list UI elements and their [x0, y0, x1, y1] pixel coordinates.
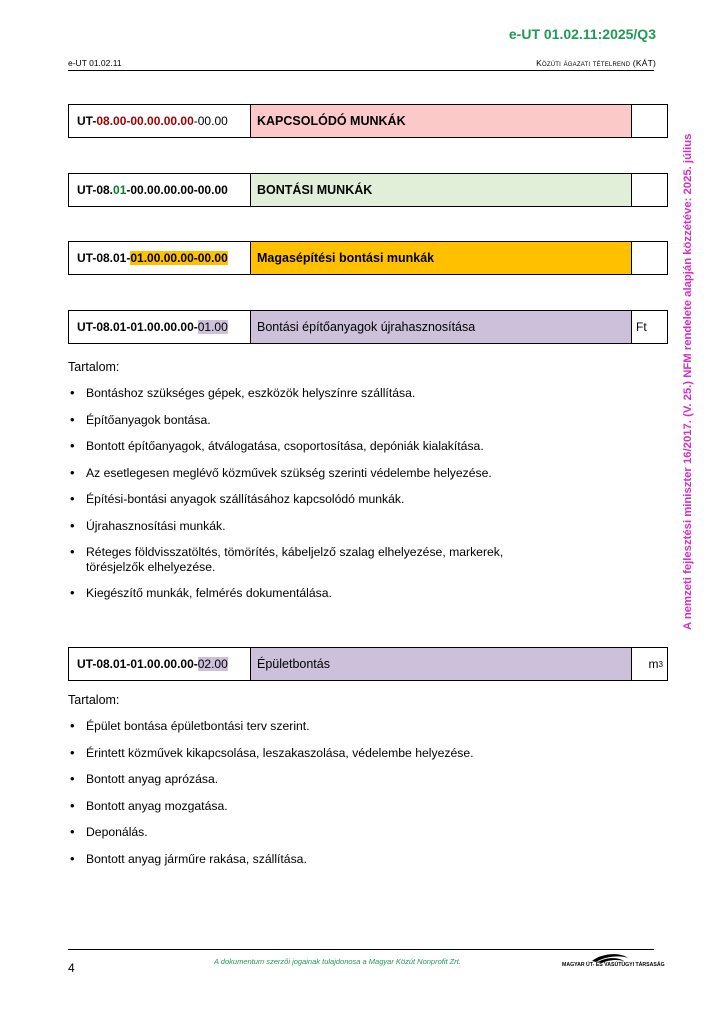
item-unit — [632, 174, 667, 206]
section-label: Tartalom: — [68, 693, 120, 707]
list-item: • Épület bontása épületbontási terv szerint. — [68, 719, 568, 734]
item-title: Magasépítési bontási munkák — [251, 242, 632, 274]
item-code — [69, 242, 251, 274]
item-title: KAPCSOLÓDÓ MUNKÁK — [251, 105, 632, 137]
item-title: Épületbontás — [251, 648, 632, 680]
item-row-ujrahasznositas — [68, 310, 668, 344]
item-title: Bontási építőanyagok újrahasznosítása — [251, 311, 632, 343]
item-row-kapcsolodo — [68, 104, 668, 138]
code-part: -00.00 — [193, 114, 228, 128]
item-code — [69, 311, 251, 343]
list-item: • Réteges földvisszatöltés, tömörítés, kábeljelző szalag elhelyezése, markerek, törésjelzők elhelyezése. — [68, 545, 556, 574]
header-left: e-UT 01.02.11 — [68, 58, 122, 68]
code-part: UT-08.01-01.00.00.00- — [77, 320, 198, 334]
list-item: • Építési-bontási anyagok szállításához kapcsolódó munkák. — [68, 492, 568, 507]
item-title: BONTÁSI MUNKÁK — [251, 174, 632, 206]
list-item: • Bontott anyag járműre rakása, szállítása. — [68, 852, 568, 867]
content-list — [68, 386, 568, 613]
list-item: • Bontott anyag aprózása. — [68, 772, 568, 787]
item-row-magasepitesi — [68, 241, 668, 275]
list-item: • Építőanyagok bontása. — [68, 413, 568, 428]
item-unit: Ft — [636, 320, 647, 334]
code-part-highlight: 08.00-00.00.00.00 — [96, 114, 194, 128]
list-item: • Bontott építőanyagok, átválogatása, csoportosítása, depóniák kialakítása. — [68, 439, 568, 454]
copyright-note: A dokumentum szerzői jogainak tulajdonosa a Magyar Közút Nonprofit Zrt. — [214, 957, 461, 966]
society-logo-text: MAGYAR ÚT- ÉS VASÚTÜGYI TÁRSASÁG — [562, 962, 665, 968]
code-part: UT-08.01-01.00.00.00- — [77, 657, 198, 671]
list-item: • Kiegészítő munkák, felmérés dokumentálása. — [68, 586, 568, 601]
item-unit — [632, 648, 667, 680]
code-part: UT-08.01- — [77, 251, 131, 265]
code-part: -00.00.00.00-00.00 — [126, 183, 228, 197]
code-part-highlight: 01 — [113, 183, 127, 197]
item-unit — [632, 242, 667, 274]
list-item: • Az esetlegesen meglévő közművek szükség szerinti védelembe helyezése. — [68, 466, 568, 481]
code-part-highlight: 01.00.00.00-00.00 — [130, 251, 228, 265]
code-part-highlight: 02.00 — [197, 657, 228, 671]
list-item: • Deponálás. — [68, 825, 568, 840]
code-part: UT- — [77, 114, 97, 128]
doc-code: e-UT 01.02.11:2025/Q3 — [508, 26, 656, 42]
content-list — [68, 719, 568, 878]
item-row-bontasi — [68, 173, 668, 207]
header-right: Közúti ágazati tételrend (KÁT) — [536, 58, 656, 68]
list-item: • Újrahasznosítási munkák. — [68, 519, 568, 534]
unit-base: m — [648, 657, 659, 671]
section-label: Tartalom: — [68, 360, 120, 374]
item-unit — [632, 105, 667, 137]
side-note: A nemzeti fejlesztési miniszter 16/2017. (V. 25.) NFM rendelete alapján közzétéve: 2025. július — [682, 133, 694, 630]
footer-rule — [68, 949, 654, 950]
list-item: • Érintett közművek kikapcsolása, leszakaszolása, védelembe helyezése. — [68, 746, 568, 761]
list-item: • Bontott anyag mozgatása. — [68, 799, 568, 814]
page-number: 4 — [68, 961, 75, 975]
item-code — [69, 174, 251, 206]
item-code — [69, 648, 251, 680]
list-item: • Bontáshoz szükséges gépek, eszközök helyszínre szállítása. — [68, 386, 568, 401]
code-part: UT-08. — [77, 183, 114, 197]
item-code — [69, 105, 251, 137]
code-part-highlight: 01.00 — [197, 320, 228, 334]
unit-exponent: 3 — [658, 659, 663, 669]
item-row-epuletbontas — [68, 647, 668, 681]
header-rule — [68, 70, 654, 71]
